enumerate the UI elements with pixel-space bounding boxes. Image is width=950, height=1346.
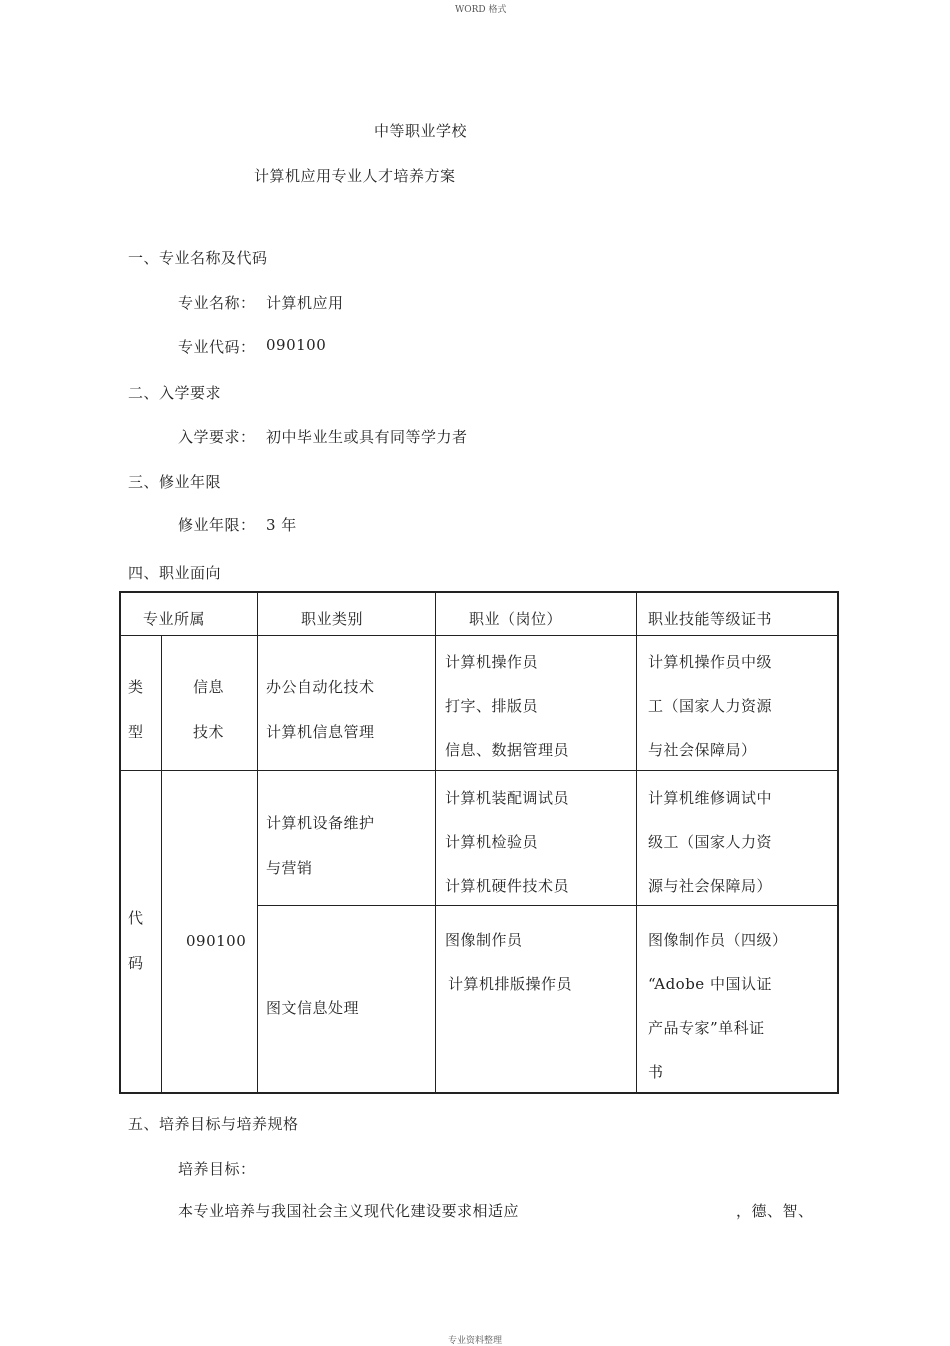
row1-category-line-2: 计算机信息管理 [266,723,375,741]
table-col-divider-3 [435,591,436,1093]
row2-jobs [445,776,569,908]
type-label-char-2: 型 [128,723,144,741]
cert-line: 计算机维修调试中 [648,789,773,807]
job-item: 打字、排版员 [445,697,539,715]
th-certificate: 职业技能等级证书 [648,610,773,628]
section-2-heading: 二、入学要求 [128,384,222,402]
type-value-line-1: 信息 [193,678,225,696]
row3-category-line-1: 图文信息处理 [266,999,360,1017]
cert-line: 级工（国家人力资 [648,833,773,851]
section-4-heading: 四、职业面向 [128,564,222,582]
cert-line: 图像制作员（四级） [648,931,788,949]
duration-value: 3 年 [266,516,297,534]
th-career-category: 职业类别 [301,610,364,628]
job-item: 计算机硬件技术员 [445,877,570,895]
type-label-char-1: 类 [128,678,144,696]
row1-category-line-1: 办公自动化技术 [266,678,375,696]
admission-value: 初中毕业生或具有同等学力者 [266,428,468,446]
row2-category-line-1: 计算机设备维护 [266,814,375,832]
page-footer: 专业资料整理 [448,1336,503,1346]
job-item: 计算机操作员 [445,653,539,671]
cert-line: 计算机操作员中级 [648,653,773,671]
cert-line: “Adobe 中国认证 [648,975,772,993]
major-code-label: 专业代码： [178,338,256,356]
title-line-2: 计算机应用专业人才培养方案 [254,167,456,185]
title-line-1: 中等职业学校 [374,122,468,140]
section-1-heading: 一、专业名称及代码 [128,249,268,267]
row1-cert [648,640,772,772]
cert-line: 工（国家人力资源 [648,697,773,715]
table-col-divider-2 [257,591,258,1093]
table-border-top [119,591,839,593]
cert-line: 产品专家”单科证 [648,1019,765,1037]
job-item: 图像制作员 [445,931,523,949]
row1-jobs [445,640,569,772]
table-header-divider [119,635,839,636]
row2-cert [648,776,772,908]
goal-label: 培养目标： [178,1160,256,1178]
goal-text-tail: ，德、智、 [736,1202,814,1220]
row3-jobs [445,918,572,1006]
th-occupation: 职业（岗位） [469,610,563,628]
table-border-right [837,591,839,1094]
page-header: WORD 格式 [455,5,507,15]
section-5-heading: 五、培养目标与培养规格 [128,1115,299,1133]
table-col-divider-1 [161,635,162,1093]
major-name-label: 专业名称： [178,294,256,312]
section-3-heading: 三、修业年限 [128,473,222,491]
cert-line: 书 [648,1063,664,1081]
th-major-belongs: 专业所属 [143,610,206,628]
goal-text: 本专业培养与我国社会主义现代化建设要求相适应 [178,1202,520,1220]
job-item: 信息、数据管理员 [445,741,570,759]
major-name-value: 计算机应用 [266,294,344,312]
table-col-divider-4 [636,591,637,1093]
job-item: 计算机检验员 [445,833,539,851]
duration-label: 修业年限： [178,516,256,534]
table-border-left [119,591,121,1094]
major-code-value: 090100 [266,336,327,354]
job-item: 计算机排版操作员 [448,975,573,993]
admission-label: 入学要求： [178,428,256,446]
row2-category-line-2: 与营销 [266,859,313,877]
code-label-char-2: 码 [128,954,144,972]
job-item: 计算机装配调试员 [445,789,570,807]
cert-line: 源与社会保障局） [648,877,773,895]
type-value-line-2: 技术 [193,723,225,741]
row3-cert [648,918,788,1094]
cert-line: 与社会保障局） [648,741,757,759]
code-label-char-1: 代 [128,909,144,927]
code-value: 090100 [186,932,247,950]
